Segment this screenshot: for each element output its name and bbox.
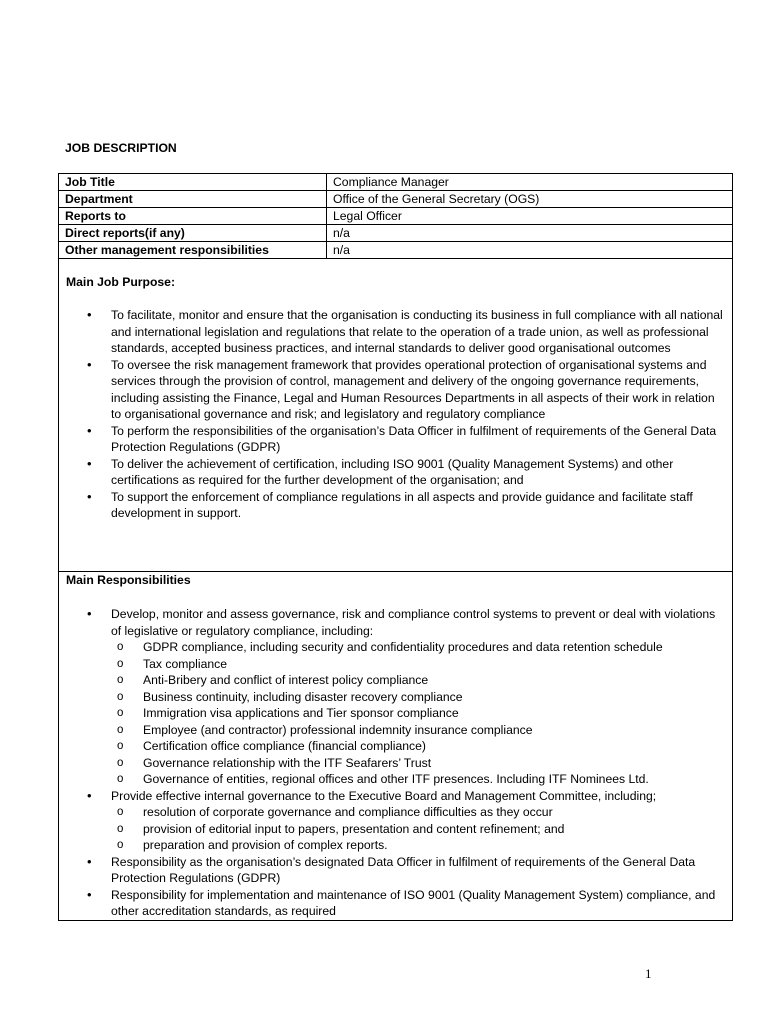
sub-list [111, 804, 724, 854]
list-item: • To perform the responsibilities of the organisation’s Data Officer in fulfilment of requirements of the General Data Protection Regulations (GDPR) [59, 423, 724, 456]
list-item-text: Develop, monitor and assess governance, risk and compliance control systems to prevent or deal with violations of legislative or regulatory compliance, including: [111, 607, 716, 638]
list-item: • To facilitate, monitor and ensure that the organisation is conducting its business in full compliance with all national and international legislation and regulations that relate to the operation of a trade union, as well as professional standards, accepted business practices, and internal standards to deliver good organisational outcomes [59, 307, 724, 357]
main-responsibilities-section [58, 571, 733, 921]
page-number: 1 [645, 966, 652, 981]
list-item: • To oversee the risk management framework that provides operational protection of organisational systems and services through the provision of control, management and delivery of the ongoing governance requirements, including assisting the Finance, Legal and Human Resources Departments in all aspects of their work in relation to organisational governance and risk; and legislatory and regulatory compliance [59, 357, 724, 423]
sub-list-item: o Tax compliance [111, 656, 724, 673]
sub-list-item: o Anti-Bribery and conflict of interest policy compliance [111, 672, 724, 689]
sub-list-item: o preparation and provision of complex reports. [111, 837, 724, 854]
main-job-purpose-title: Main Job Purpose: [66, 275, 176, 289]
responsibilities-list [59, 606, 724, 920]
list-item [59, 854, 724, 887]
table-row [59, 225, 733, 242]
table-row [59, 191, 733, 208]
list-item: • To support the enforcement of compliance regulations in all aspects and provide guidance and facilitate staff development in support. [59, 489, 724, 522]
purpose-list [59, 307, 724, 522]
job-title-label: Job Title [59, 174, 327, 191]
list-item-text: Provide effective internal governance to the Executive Board and Management Committee, including; [111, 788, 657, 803]
sub-list [111, 639, 724, 788]
sub-list-item: o Business continuity, including disaster recovery compliance [111, 689, 724, 706]
list-item-text: Responsibility as the organisation’s designated Data Officer in fulfilment of requirements of the General Data Protection Regulations (GDPR) [111, 854, 696, 885]
sub-list-item: o Certification office compliance (financial compliance) [111, 738, 724, 755]
list-item [59, 788, 724, 854]
sub-list-item: o Governance relationship with the ITF Seafarers’ Trust [111, 755, 724, 772]
reports-to-label: Reports to [59, 208, 327, 225]
table-row [59, 208, 733, 225]
main-job-purpose-section [58, 258, 733, 572]
sub-list-item: o provision of editorial input to papers, presentation and content refinement; and [111, 821, 724, 838]
main-responsibilities-title: Main Responsibilities [66, 573, 191, 587]
sub-list-item: o Employee (and contractor) professional indemnity insurance compliance [111, 722, 724, 739]
sub-list-item: o GDPR compliance, including security and confidentiality procedures and data retention schedule [111, 639, 724, 656]
reports-to-value: Legal Officer [327, 208, 733, 225]
sub-list-item: o resolution of corporate governance and compliance difficulties as they occur [111, 804, 724, 821]
department-value: Office of the General Secretary (OGS) [327, 191, 733, 208]
sub-list-item: o Immigration visa applications and Tier sponsor compliance [111, 705, 724, 722]
sub-list-item: o Governance of entities, regional offices and other ITF presences. Including ITF Nominees Ltd. [111, 771, 724, 788]
table-row [59, 174, 733, 191]
list-item: • To deliver the achievement of certification, including ISO 9001 (Quality Management Systems) and other certifications as required for the further development of the organisation; and [59, 456, 724, 489]
list-item-text: Responsibility for implementation and maintenance of ISO 9001 (Quality Management System) compliance, and other accreditation standards, as required [111, 887, 716, 918]
job-title-value: Compliance Manager [327, 174, 733, 191]
other-management-label: Other management responsibilities [59, 242, 327, 259]
document-heading: JOB DESCRIPTION [65, 141, 177, 155]
direct-reports-value: n/a [327, 225, 733, 242]
direct-reports-label: Direct reports(if any) [59, 225, 327, 242]
list-item [59, 606, 724, 788]
other-management-value: n/a [327, 242, 733, 259]
department-label: Department [59, 191, 327, 208]
list-item [59, 887, 724, 920]
job-info-table [58, 173, 733, 259]
table-row [59, 242, 733, 259]
